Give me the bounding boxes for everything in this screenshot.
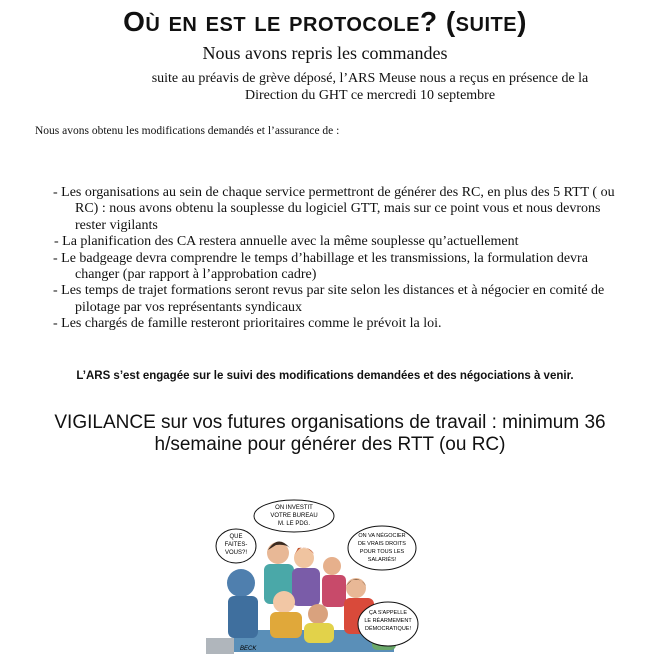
svg-text:DÉMOCRATIQUE!: DÉMOCRATIQUE! [364,626,412,632]
svg-text:ÇA S'APPELLE: ÇA S'APPELLE [368,610,408,616]
svg-text:POUR TOUS LES: POUR TOUS LES [359,549,405,555]
list-item: - Les organisations au sein de chaque service permettront de générer des RC, en plus des 5 RTT ( ou RC) : nous avons obtenu la souplesse du logiciel GTT, mais sur ce point vous et nous devrons rester vigilants [53,185,615,233]
speech-bubble-invest [254,500,334,532]
protest-cartoon [206,498,420,654]
commitment-statement: L’ARS s’est engagée sur le suivi des modifications demandées et des négociations à venir. [76,370,574,382]
page-subtitle: Nous avons repris les commandes [202,43,448,63]
svg-text:ON VA NÉGOCIER: ON VA NÉGOCIER [358,533,406,539]
svg-text:M. LE PDG.: M. LE PDG. [277,521,311,527]
speech-bubble-rearmament [358,602,418,646]
svg-text:QUE: QUE [229,534,243,540]
list-item: - Le badgeage devra comprendre le temps d’habillage et les transmissions, la formulation devra changer (par rapport à l’approbation cadre) [53,250,588,283]
svg-text:ON INVESTIT: ON INVESTIT [275,505,313,511]
svg-text:DE VRAIS DROITS: DE VRAIS DROITS [358,541,406,547]
speech-bubble-negotiate [348,526,416,570]
list-item: - Les chargés de famille resteront prioritaires comme le prévoit la loi. [53,316,442,332]
cartoon-signature: BECK [240,646,257,652]
lead-sentence: Nous avons obtenu les modifications demandés et l’assurance de : [35,125,340,137]
page-title: Où en est le protocole? (suite) [123,6,527,37]
svg-text:VOUS?!: VOUS?! [224,550,248,556]
list-item: - La planification des CA restera annuelle avec la même souplesse qu’actuellement [54,234,519,250]
svg-text:VOTRE BUREAU: VOTRE BUREAU [270,513,318,519]
speech-bubble-what [216,529,256,563]
svg-text:SALARIÉS!: SALARIÉS! [367,557,397,563]
svg-text:LE RÉARMEMENT: LE RÉARMEMENT [364,618,412,624]
vigilance-statement: VIGILANCE sur vos futures organisations de travail : minimum 36 h/semaine pour générer des RTT (ou RC) [54,412,606,455]
svg-text:FAITES-: FAITES- [224,542,248,548]
obtained-list [53,185,633,333]
intro-paragraph: suite au préavis de grève déposé, l’ARS Meuse nous a reçus en présence de la Direction du GHT ce mercredi 10 septembre [151,71,589,103]
list-item: - Les temps de trajet formations seront revus par site selon les distances et à négocier en comité de pilotage par vos représentants syndicaux [53,283,605,315]
